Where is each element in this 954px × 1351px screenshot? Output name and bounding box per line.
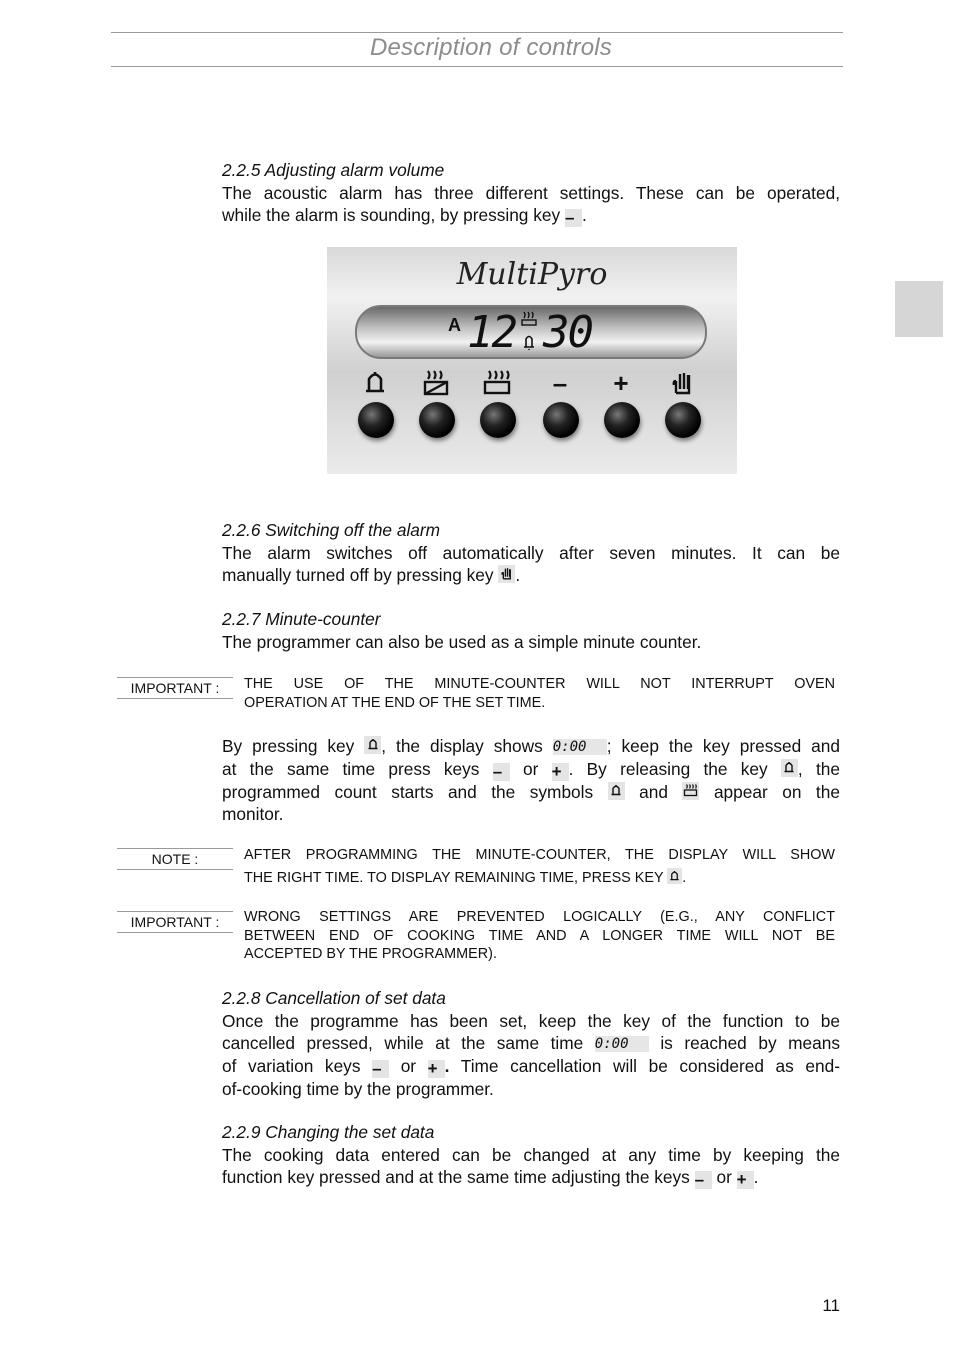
display-hours: 12 <box>467 307 516 358</box>
display-readout: 0:00 <box>595 1036 649 1052</box>
important-label: IMPORTANT : <box>117 911 233 933</box>
plus-key-icon: + <box>552 763 569 781</box>
body-line: cancelled pressed, while at the same time 0:00 is reached by means <box>222 1033 840 1053</box>
section-minute-counter <box>222 608 840 653</box>
body-line: Once the programme has been set, keep the key of the function to be <box>222 1010 840 1031</box>
body-line: at the same time press keys – or + . By releasing the key , the <box>222 758 840 781</box>
body-line: The acoustic alarm has three different settings. These can be operated, <box>222 182 840 203</box>
body-line: of variation keys – or + . Time cancellation will be considered as end- <box>222 1055 840 1078</box>
minus-key-icon: – <box>695 1171 712 1189</box>
header-rule-bottom <box>111 66 843 67</box>
section-cancellation <box>222 987 840 1100</box>
section-heading: 2.2.6 Switching off the alarm <box>222 520 441 540</box>
cooking-key-icon <box>682 782 699 800</box>
multipyro-logo: MultiPyro <box>456 257 608 292</box>
body-line: The alarm switches off automatically after seven minutes. It can be <box>222 542 840 563</box>
body-line: The cooking data entered can be changed at any time by keeping the <box>222 1144 840 1165</box>
cooking-duration-button <box>480 402 516 438</box>
minus-icon: – <box>552 368 568 398</box>
note-text: AFTER PROGRAMMING THE MINUTE-COUNTER, THE DISPLAY WILL SHOW THE RIGHT TIME. TO DISPLAY REMAINING TIME, PRESS KEY . <box>244 847 835 886</box>
body-line: function key pressed and at the same time adjusting the keys – or + . <box>222 1167 759 1189</box>
body-line: The programmer can also be used as a simple minute counter. <box>222 631 702 652</box>
minute-counter-instructions <box>222 735 840 826</box>
body-line: programmed count starts and the symbols and appear on the <box>222 781 840 802</box>
plus-button <box>604 402 640 438</box>
hand-icon <box>664 369 700 399</box>
bell-key-icon <box>781 759 798 777</box>
section-heading: 2.2.8 Cancellation of set data <box>222 988 446 1008</box>
section-heading: 2.2.9 Changing the set data <box>222 1122 435 1142</box>
cooking-duration-icon <box>479 369 515 399</box>
section-heading: 2.2.7 Minute-counter <box>222 609 381 629</box>
important-label: IMPORTANT : <box>117 677 233 699</box>
plus-key-icon: + <box>737 1171 754 1189</box>
minus-key-icon: – <box>565 209 582 227</box>
auto-indicator: A <box>448 315 461 335</box>
bell-key-icon <box>364 736 381 754</box>
lcd-display <box>355 305 707 359</box>
header-rule-top <box>111 32 843 33</box>
display-readout: 0:00 <box>553 739 607 755</box>
bell-icon <box>357 369 393 399</box>
control-panel-illustration <box>327 247 737 474</box>
body-line: monitor. <box>222 804 284 824</box>
plus-icon: + <box>613 368 629 398</box>
important-text: THE USE OF THE MINUTE-COUNTER WILL NOT INTERRUPT OVEN OPERATION AT THE END OF THE SET TIME. <box>244 676 835 711</box>
body-line: By pressing key , the display shows 0:00 ; keep the key pressed and <box>222 736 841 756</box>
bell-key-icon <box>608 782 625 800</box>
body-line: manually turned off by pressing key . <box>222 565 521 585</box>
section-switching-off-alarm <box>222 519 840 587</box>
bell-button <box>358 402 394 438</box>
manual-button <box>665 402 701 438</box>
section-changing-data <box>222 1121 840 1189</box>
cooking-end-button <box>419 402 455 438</box>
important-text: WRONG SETTINGS ARE PREVENTED LOGICALLY (E.G., ANY CONFLICT BETWEEN END OF COOKING TIME AND A LONGER TIME WILL NOT BE ACCEPTED BY THE PROGRAMMER). <box>244 909 835 962</box>
minus-button <box>543 402 579 438</box>
section-alarm-volume <box>222 159 840 227</box>
page-title: Description of controls <box>369 34 613 61</box>
plus-key-icon: + <box>428 1060 445 1078</box>
hand-key-icon <box>498 565 515 583</box>
section-heading: 2.2.5 Adjusting alarm volume <box>222 160 445 180</box>
minus-key-icon: – <box>372 1060 389 1078</box>
cooking-end-icon <box>418 369 454 399</box>
bell-key-icon <box>667 868 682 884</box>
body-line: of-cooking time by the programmer. <box>222 1078 494 1099</box>
minus-key-icon: – <box>493 763 510 781</box>
body-line: while the alarm is sounding, by pressing key – . <box>222 205 587 227</box>
display-minutes: 30 <box>543 307 592 358</box>
page-number: 11 <box>822 1296 840 1315</box>
display-cooking-icon <box>521 311 537 334</box>
display-bell-icon <box>522 333 536 356</box>
side-thumb-tab <box>895 281 943 337</box>
note-label: NOTE : <box>117 848 233 870</box>
